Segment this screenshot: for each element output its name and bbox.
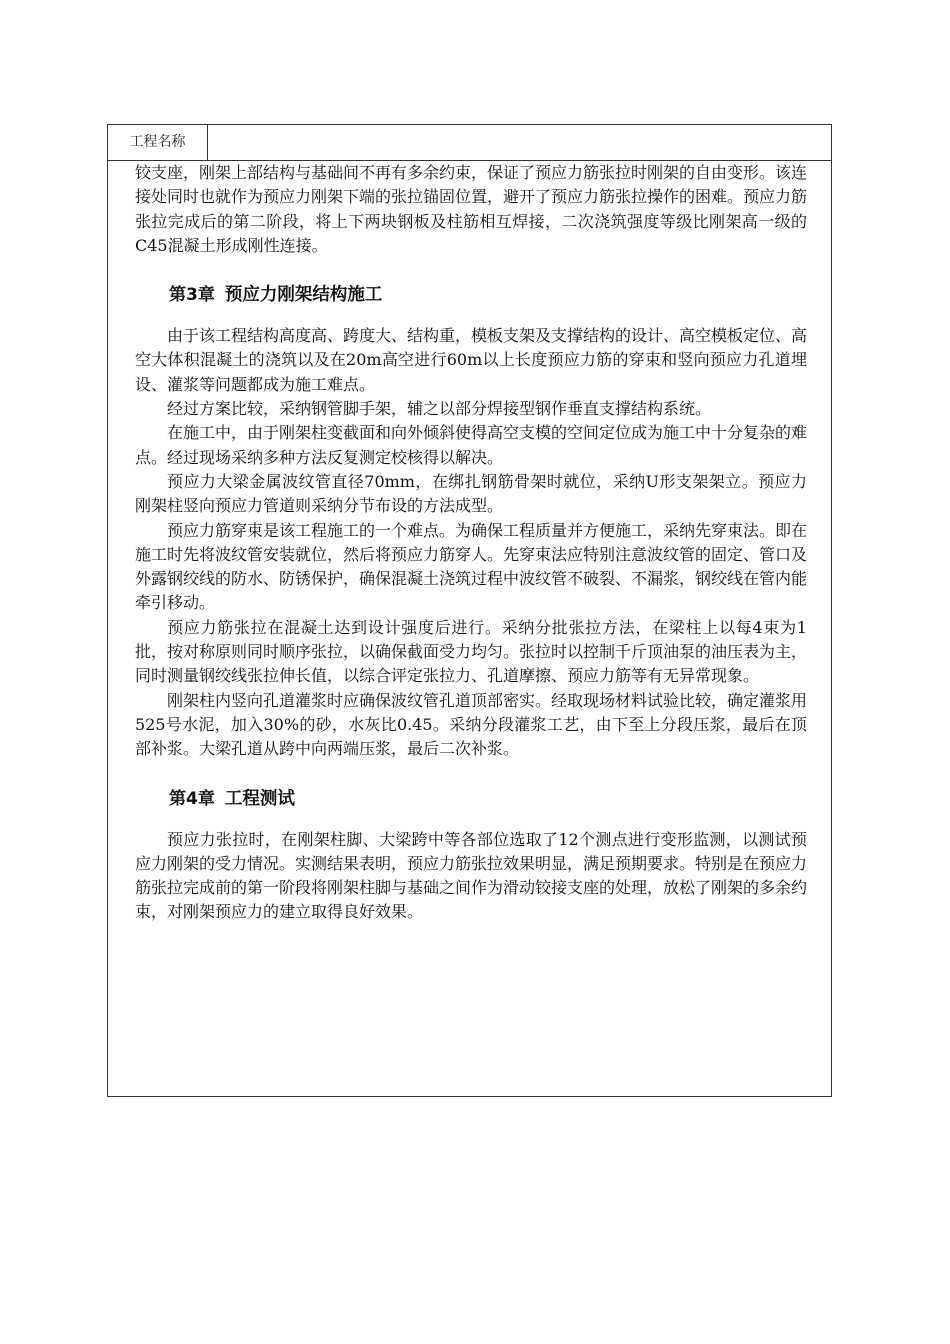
form-header-row [108,125,831,161]
chapter-3-heading [135,283,807,307]
project-name-value [208,125,831,160]
chapter-3-paragraph: 预应力筋张拉在混凝土达到设计强度后进行。采纳分批张拉方法，在梁柱上以每4束为1批，按对称原则同时顺序张拉，以确保截面受力均匀。张拉时以控制千斤顶油泵的油压表为主，同时测量钢绞线张拉伸长值，以综合评定张拉力、孔道摩擦、预应力筋等有无异常现象。 [135,617,808,686]
chapter-3-number: 第3章 [169,285,215,306]
chapter-3-paragraph: 在施工中，由于刚架柱变截面和向外倾斜使得高空支模的空间定位成为施工中十分复杂的难点。经过现场采纳多种方法反复测定校核得以解决。 [135,423,808,467]
chapter-3-paragraph: 预应力大梁金属波纹管直径70mm，在绑扎钢筋骨架时就位，采纳U形支架架立。预应力刚架柱竖向预应力管道则采纳分节布设的方法成型。 [135,471,807,516]
document-form-frame [107,124,832,1097]
chapter-3-paragraph: 刚架柱内竖向孔道灌浆时应确保波纹管孔道顶部密实。经取现场材料试验比较，确定灌浆用525号水泥，加入30%的砂，水灰比0.45。采纳分段灌浆工艺，由下至上分段压浆，最后在顶部补浆。大梁孔道从跨中向两端压浆，最后二次补浆。 [135,690,808,759]
chapter-3-paragraph: 预应力筋穿束是该工程施工的一个难点。为确保工程质量并方便施工，采纳先穿束法。即在施工时先将波纹管安装就位，然后将预应力筋穿人。先穿束法应特别注意波纹管的固定、管口及外露钢绞线的防水、防锈保护，确保混凝土浇筑过程中波纹管不破裂、不漏浆，钢绞线在管内能牵引移动。 [135,520,808,613]
chapter-4-title: 工程测试 [224,788,295,809]
chapter-4-paragraph: 预应力张拉时，在刚架柱脚、大梁跨中等各部位选取了12个测点进行变形监测，以测试预应力刚架的受力情况。实测结果表明，预应力筋张拉效果明显，满足预期要求。特别是在预应力筋张拉完成前的第一阶段将刚架柱脚与基础之间作为滑动铰接支座的处理，放松了刚架的多余约束，对刚架预应力的建立取得良好效果。 [135,829,808,922]
chapter-3-paragraph: 由于该工程结构高度高、跨度大、结构重，模板支架及支撑结构的设计、高空模板定位、高空大体积混凝土的浇筑以及在20m高空进行60m以上长度预应力筋的穿束和竖向预应力孔道埋设、灌浆等问题都成为施工难点。 [135,326,808,394]
intro-paragraph: 铰支座，刚架上部结构与基础间不再有多余约束，保证了预应力筋张拉时刚架的自由变形。该连接处同时也就作为预应力刚架下端的张拉锚固位置，避开了预应力筋张拉操作的困难。预应力筋张拉完成后的第二阶段，将上下两块钢板及柱筋相互焊接，二次浇筑强度等级比刚架高一级的C45混凝土形成刚性连接。 [135,163,808,255]
chapter-3-title: 预应力刚架结构施工 [224,285,383,306]
chapter-3-paragraph: 经过方案比较，采纳钢管脚手架，辅之以部分焊接型钢作垂直支撑结构系统。 [167,399,712,419]
chapter-4-heading [135,787,807,811]
project-name-label: 工程名称 [108,125,208,160]
document-body [135,161,807,925]
chapter-4-number: 第4章 [169,788,215,809]
